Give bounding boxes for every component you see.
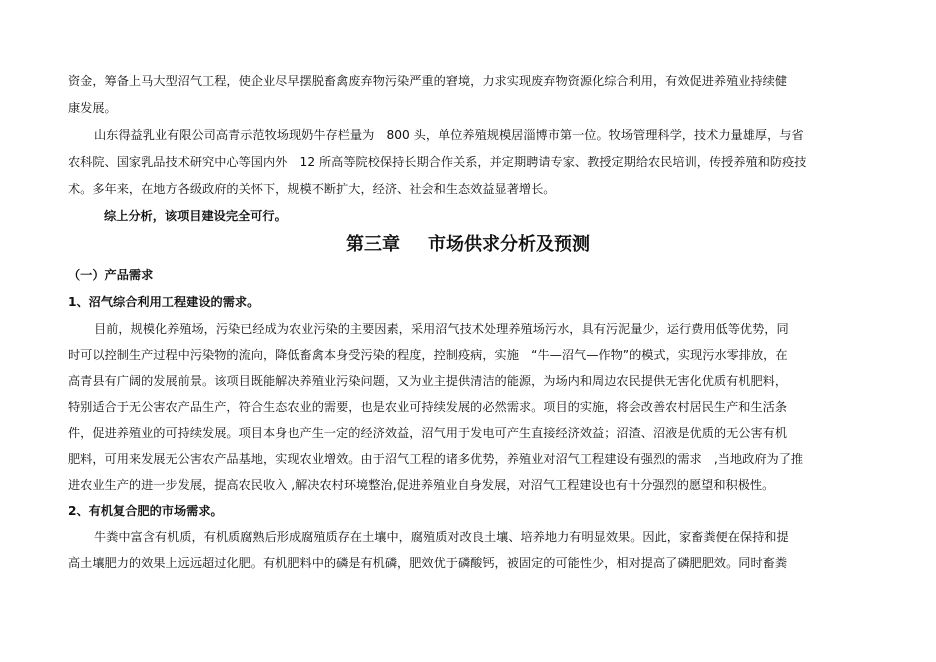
section-heading: （一）产品需求 (68, 268, 154, 282)
body-line: 资金，筹备上马大型沼气工程，使企业尽早摆脱畜禽废弃物污染严重的窘境，力求实现废弃物资源化综合利用，有效促进养殖业持续健 (68, 74, 788, 88)
chapter-heading (0, 233, 936, 257)
body-line: 山东得益乳业有限公司高青示范牧场现奶牛存栏量为 800 头，单位养殖规模居淄博市第一位。牧场管理科学，技术力量雄厚，与省 (94, 128, 804, 142)
body-line: 肥料，可用来发展无公害农产品基地，实现农业增效。由于沼气工程的诸多优势，养殖业对沼气工程建设有强烈的需求 ,当地政府为了推 (68, 452, 804, 466)
body-line: 农科院、国家乳品技术研究中心等国内外 12 所高等院校保持长期合作关系，并定期聘请专家、教授定期给农民培训，传授养殖和防疫技 (68, 155, 807, 169)
body-line: 高土壤肥力的效果上远远超过化肥。有机肥料中的磷是有机磷，肥效优于磷酸钙，被固定的可能性少，相对提高了磷肥肥效。同时畜粪 (68, 556, 788, 570)
subsection-heading-2: 2、有机复合肥的市场需求。 (68, 504, 223, 518)
conclusion-line: 综上分析，该项目建设完全可行。 (104, 209, 287, 223)
body-line: 时可以控制生产过程中污染物的流向，降低畜禽本身受污染的程度，控制疫病，实施 “牛—沼气—作物”的模式，实现污水零排放，在 (68, 348, 788, 362)
body-line: 特别适合于无公害农产品生产，符合生态农业的需要，也是农业可持续发展的必然需求。项目的实施，将会改善农村居民生产和生活条 (68, 400, 788, 414)
body-line: 进农业生产的进一步发展，提高农民收入 ,解决农村环境整治,促进养殖业自身发展，对沼气工程建设也有十分强烈的愿望和积极性。 (68, 478, 775, 492)
body-line: 目前，规模化养殖场，污染已经成为农业污染的主要因素，采用沼气技术处理养殖场污水，具有污泥量少，运行费用低等优势，同 (94, 322, 789, 336)
body-line: 康发展。 (68, 101, 117, 115)
body-line: 件，促进养殖业的可持续发展。项目本身也产生一定的经济效益，沼气用于发电可产生直接经济效益；沼渣、沼液是优质的无公害有机 (68, 426, 788, 440)
body-line: 高青县有广阔的发展前景。该项目既能解决养殖业污染问题，又为业主提供清洁的能源，为场内和周边农民提供无害化优质有机肥料， (68, 374, 788, 388)
body-line: 牛粪中富含有机质，有机质腐熟后形成腐殖质存在土壤中，腐殖质对改良土壤、培养地力有明显效果。因此，家畜粪便在保持和提 (94, 530, 789, 544)
chapter-title: 市场供求分析及预测 (428, 234, 590, 255)
chapter-number: 第三章 (346, 234, 400, 255)
subsection-heading-1: 1、沼气综合利用工程建设的需求。 (68, 295, 260, 309)
body-line: 术。多年来，在地方各级政府的关怀下，规模不断扩大，经济、社会和生态效益显著增长。 (68, 182, 556, 196)
